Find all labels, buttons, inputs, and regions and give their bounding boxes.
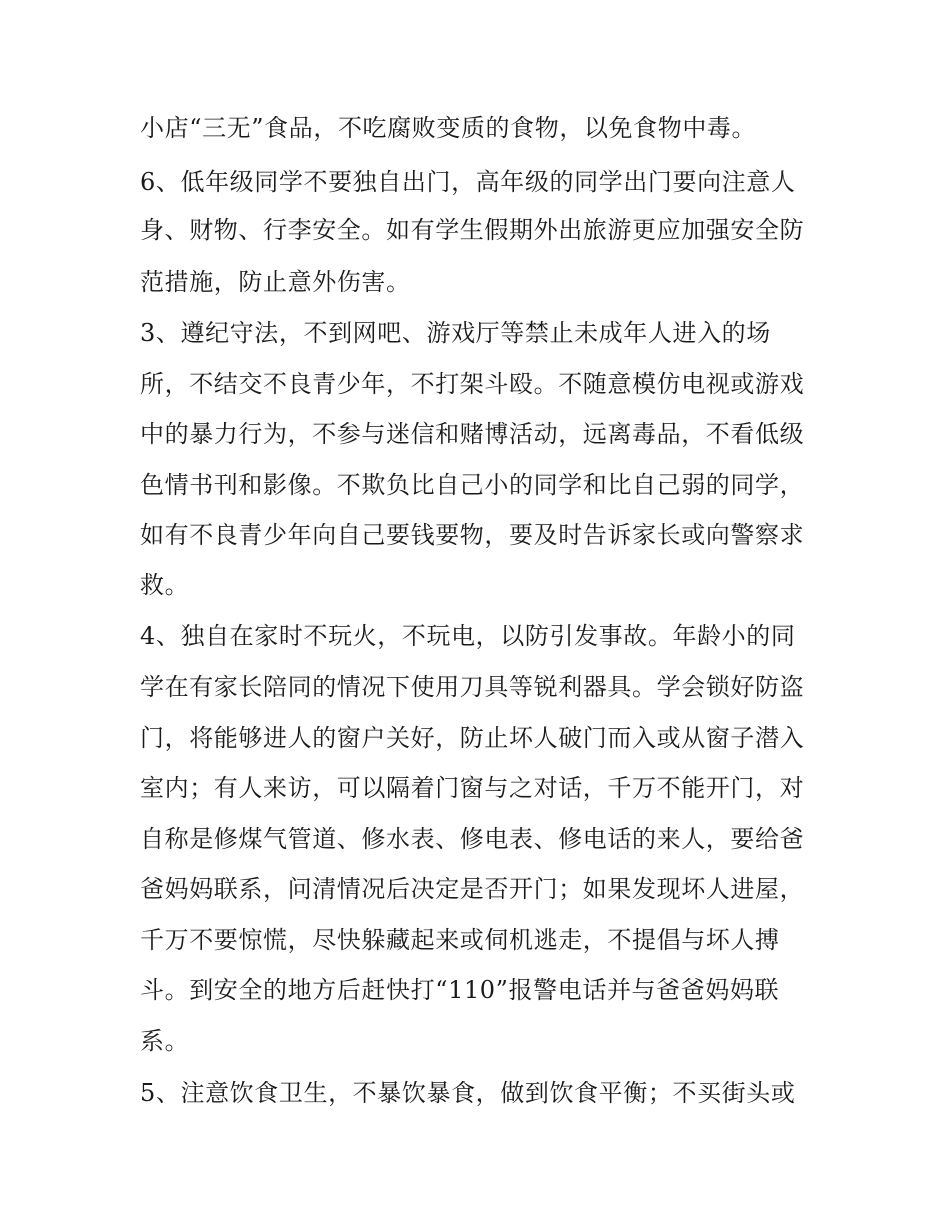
text-line: 6、低年级同学不要独自出门，高年级的同学出门要向注意人	[140, 168, 796, 196]
text-line: 身、财物、行李安全。如有学生假期外出旅游更应加强安全防	[140, 216, 805, 244]
text-line: 色情书刊和影像。不欺负比自己小的同学和比自己弱的同学，	[140, 471, 805, 499]
text-line: 学在有家长陪同的情况下使用刀具等锐利器具。学会锁好防盗	[140, 673, 805, 701]
text-line: 4、独自在家时不玩火，不玩电，以防引发事故。年龄小的同	[140, 622, 796, 650]
text-line: 千万不要惊慌，尽快躲藏起来或伺机逃走，不提倡与坏人搏	[140, 926, 780, 954]
text-line: 如有不良青少年向自己要钱要物，要及时告诉家长或向警察求	[140, 521, 805, 549]
text-line: 自称是修煤气管道、修水表、修电表、修电话的来人，要给爸	[140, 825, 805, 853]
text-line: 中的暴力行为，不参与迷信和赌博活动，远离毒品，不看低级	[140, 420, 805, 448]
text-line: 小店“三无”食品，不吃腐败变质的食物，以免食物中毒。	[140, 114, 757, 142]
text-line: 系。	[140, 1027, 190, 1055]
text-line: 5、注意饮食卫生，不暴饮暴食，做到饮食平衡；不买街头或	[140, 1079, 796, 1107]
text-line: 3、遵纪守法，不到网吧、游戏厅等禁止未成年人进入的场	[140, 319, 771, 347]
text-line: 爸妈妈联系，问清情况后决定是否开门；如果发现坏人进屋，	[140, 875, 805, 903]
text-line: 室内；有人来访，可以隔着门窗与之对话，千万不能开门，对	[140, 774, 805, 802]
text-line: 门，将能够进人的窗户关好，防止坏人破门而入或从窗子潜入	[140, 724, 805, 752]
text-line: 范措施，防止意外伤害。	[140, 268, 411, 296]
text-line: 救。	[140, 571, 190, 599]
text-line: 斗。到安全的地方后赶快打“110”报警电话并与爸爸妈妈联	[140, 976, 780, 1004]
text-line: 所，不结交不良青少年，不打架斗殴。不随意模仿电视或游戏	[140, 370, 805, 398]
